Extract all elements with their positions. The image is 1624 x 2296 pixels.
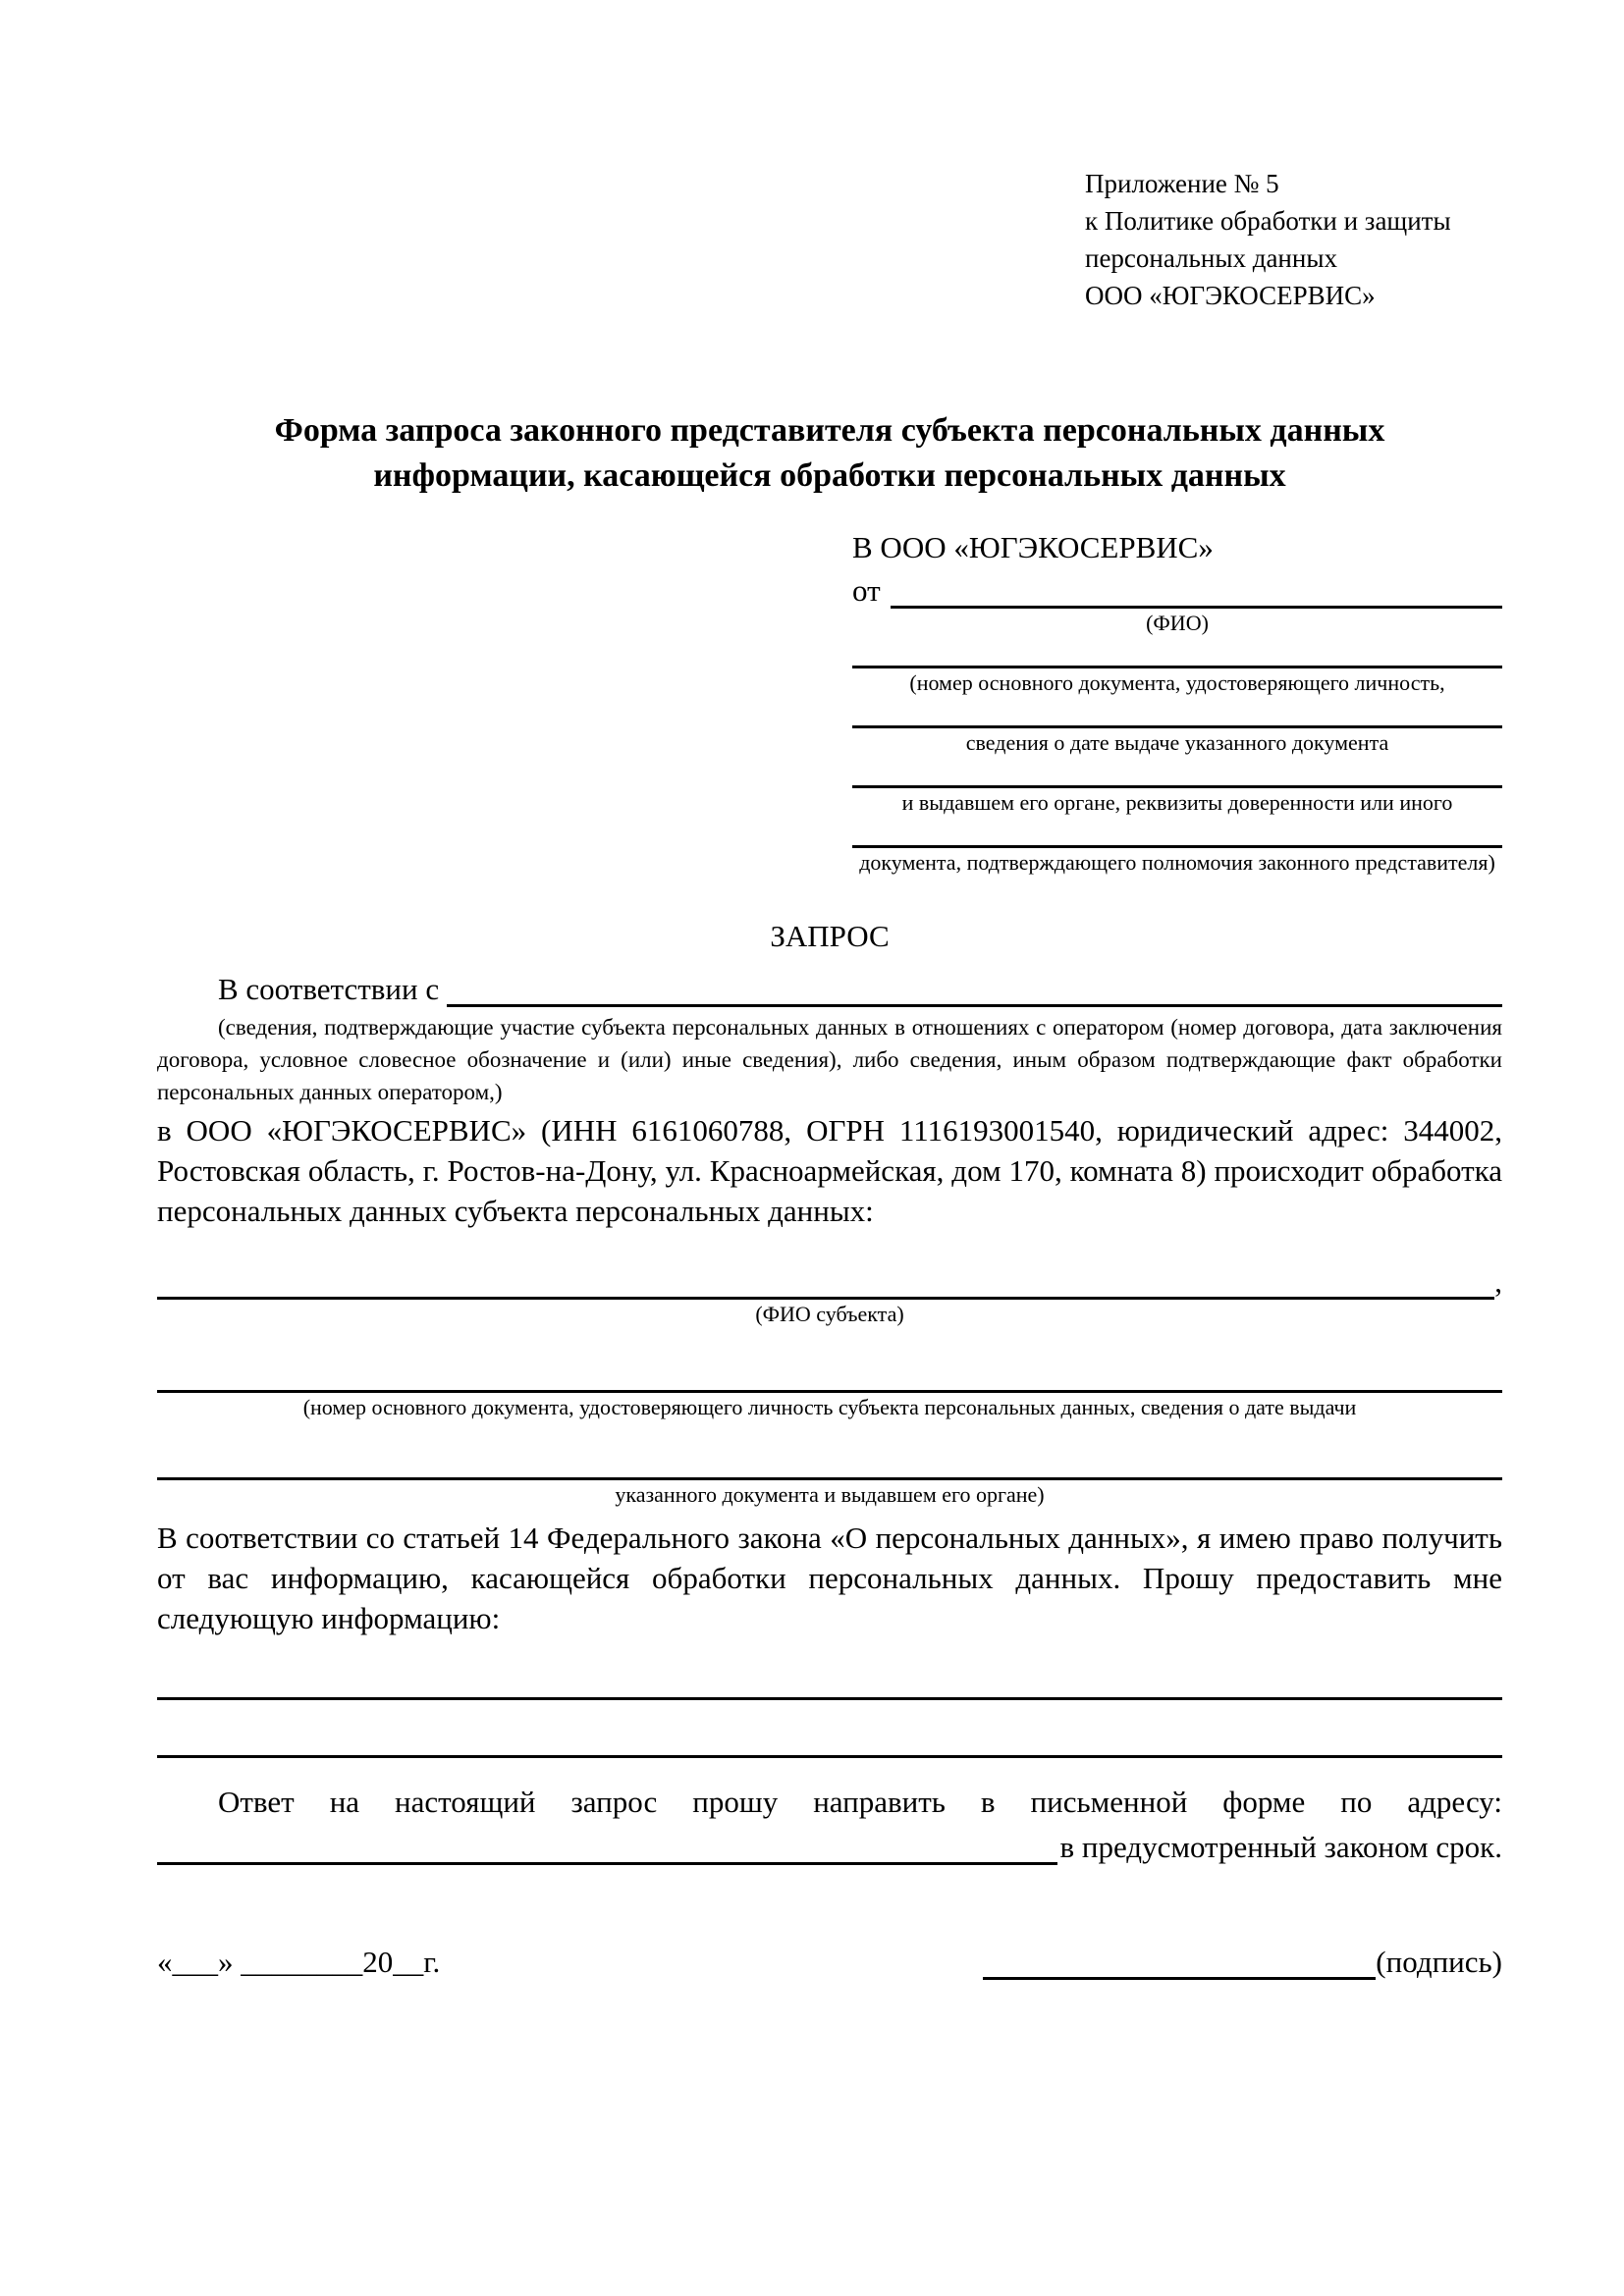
- basis-prefix: В соответствии с: [218, 972, 440, 1006]
- blank-line: [852, 816, 1502, 848]
- footer-row: [157, 1944, 1502, 1980]
- field-caption: (номер основного документа, удостоверяющего личность,: [909, 670, 1445, 695]
- from-label: от: [852, 573, 881, 608]
- subject-fio-row: [157, 1264, 1502, 1300]
- subject-document-field: [157, 1390, 1502, 1420]
- answer-term-text: в предусмотренный законом срок.: [1059, 1830, 1502, 1864]
- blank-line: [852, 756, 1502, 788]
- field-caption: и выдавшем его органе, реквизиты доверенности или иного: [901, 790, 1453, 815]
- info-blank-line-1: [157, 1697, 1502, 1700]
- from-row: [852, 567, 1502, 609]
- answer-address-row: [157, 1822, 1502, 1865]
- operator-paragraph: в ООО «ЮГЭКОСЕРВИС» (ИНН 6161060788, ОГРН 1116193001540, юридический адрес: 344002, Ростовская область, г. Ростов-на-Дону, ул. Красноармейская, дом 170, комната 8) происходит обработка персональных данных субъекта персональных данных:: [157, 1113, 1502, 1228]
- issue-date-field: [852, 696, 1502, 756]
- trailing-comma: ,: [1494, 1264, 1502, 1299]
- field-caption: документа, подтверждающего полномочия законного представителя): [859, 850, 1495, 875]
- document-title-line2: информации, касающейся обработки персональных данных: [373, 457, 1286, 494]
- fio-blank-line: [891, 572, 1502, 609]
- signature-field: [983, 1944, 1502, 1980]
- document-title-line1: Форма запроса законного представителя субъекта персональных данных: [274, 412, 1385, 449]
- basis-row: [157, 966, 1502, 1007]
- blank-line: [852, 636, 1502, 668]
- appendix-number: Приложение № 5: [1085, 169, 1279, 198]
- signature-caption: (подпись): [1376, 1945, 1502, 1979]
- field-caption: сведения о дате выдаче указанного документа: [965, 730, 1389, 755]
- date-field: «___» ________20__г.: [157, 1945, 441, 1979]
- issuing-authority-field: [852, 756, 1502, 816]
- subject-fio-caption: (ФИО субъекта): [755, 1302, 904, 1326]
- address-blank-line: [157, 1829, 1057, 1865]
- appendix-policy-line2: персональных данных: [1085, 243, 1337, 273]
- document-title: [157, 408, 1502, 499]
- appendix-header: [1085, 165, 1502, 314]
- answer-address-line: Ответ на настоящий запрос прошу направить в письменной форме по адресу:: [218, 1785, 1502, 1819]
- fio-caption: (ФИО): [1146, 611, 1209, 635]
- blank-line: [157, 1477, 1502, 1480]
- document-number-field: [852, 636, 1502, 696]
- addressee-company: В ООО «ЮГЭКОСЕРВИС»: [852, 530, 1214, 564]
- company-name: ООО «ЮГЭКОСЕРВИС»: [1085, 281, 1376, 310]
- appendix-policy-line: к Политике обработки и защиты: [1085, 206, 1451, 236]
- field-caption: указанного документа и выдавшем его органе): [615, 1482, 1045, 1507]
- basis-note: (сведения, подтверждающие участие субъекта персональных данных в отношениях с оператором (номер договора, дата заключения договора, условное словесное обозначение и (или) иные сведения), либо сведения, иным образом подтверждающие факт обработки персональных данных оператором,): [157, 1015, 1502, 1104]
- basis-blank-line: [447, 971, 1502, 1007]
- info-blank-line-2: [157, 1755, 1502, 1758]
- blank-line: [157, 1390, 1502, 1393]
- addressee-block: [852, 528, 1502, 876]
- blank-line: [852, 696, 1502, 728]
- subject-document-field-2: [157, 1477, 1502, 1508]
- subject-fio-blank-line: [157, 1263, 1494, 1300]
- signature-blank-line: [983, 1944, 1376, 1980]
- law-paragraph: В соответствии со статьей 14 Федерального закона «О персональных данных», я имею право получить от вас информацию, касающейся обработки персональных данных. Прошу предоставить мне следующую информацию:: [157, 1521, 1502, 1635]
- authority-document-field: [852, 816, 1502, 876]
- field-caption: (номер основного документа, удостоверяющего личность субъекта персональных данных, сведения о дате выдачи: [302, 1395, 1357, 1419]
- request-heading: ЗАПРОС: [770, 919, 890, 953]
